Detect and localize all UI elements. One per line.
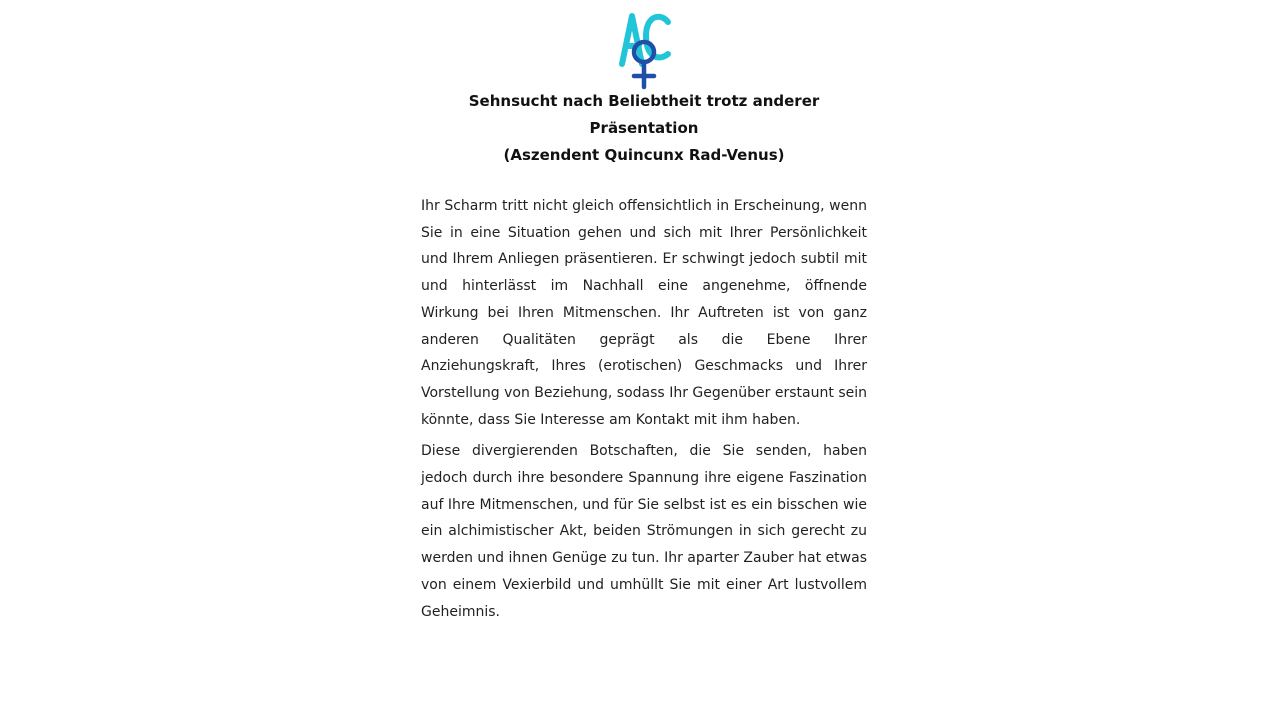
heading-line-3: (Aszendent Quincunx Rad-Venus) — [503, 146, 785, 164]
venus-symbol-icon — [612, 8, 676, 90]
article-body — [421, 193, 867, 630]
article-heading — [420, 88, 868, 169]
paragraph-2: Diese divergierenden Botschaften, die Sie senden, haben jedoch durch ihre besondere Spannung ihre eigene Faszination auf Ihre Mitmenschen, und für Sie selbst ist es ein bisschen wie ein alchimistischer Akt, beiden Strömungen in sich gerecht zu werden und ihnen Genüge zu tun. Ihr aparter Zauber hat etwas von einem Vexierbild und umhüllt Sie mit einer Art lustvollem Geheimnis. — [421, 443, 867, 620]
heading-line-2: Präsentation — [589, 119, 699, 137]
heading-line-1: Sehnsucht nach Beliebtheit trotz anderer — [468, 92, 820, 110]
paragraph-1: Ihr Scharm tritt nicht gleich offensichtlich in Erscheinung, wenn Sie in eine Situation gehen und sich mit Ihrer Persönlichkeit und Ihrem Anliegen präsentieren. Er schwingt jedoch subtil mit und hinterlässt im Nachhall eine angenehme, öffnende Wirkung bei Ihren Mitmenschen. Ihr Auftreten ist von ganz anderen Qualitäten geprägt als die Ebene Ihrer Anziehungskraft, Ihres (erotischen) Geschmacks und Ihrer Vorstellung von Beziehung, sodass Ihr Gegenüber erstaunt sein könnte, dass Sie Interesse am Kontakt mit ihm haben. — [421, 198, 867, 428]
logo — [612, 8, 676, 90]
